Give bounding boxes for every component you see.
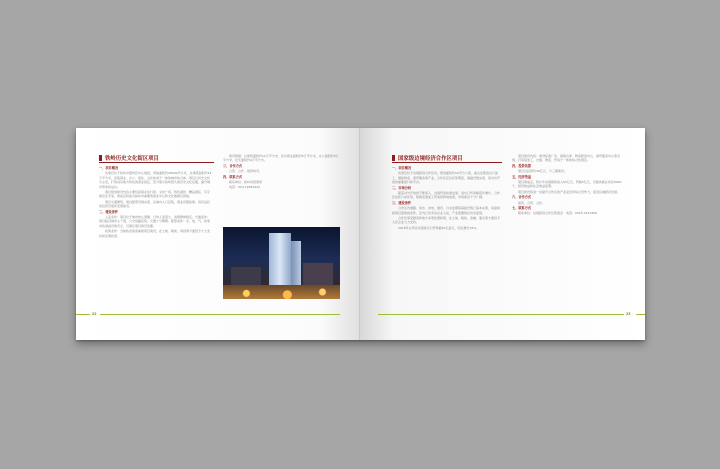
- photo-street-lights: [223, 285, 340, 299]
- section-heading: 四、投资估算: [512, 163, 532, 168]
- paragraph: 联系单位：铁岭市招商局: [223, 180, 263, 185]
- title-underline: [99, 162, 214, 163]
- paragraph: 该项目位于铁岭市银州区中心地段，用地面积约28000平方米，总建筑面积约12万平方米，是集商业、办公、居住、文化休闲于一体的城市综合体。项目以历史文化为主线，打造具有地方特色的商业街区，充分展示铁岭悠久的历史文化底蕴，提升城市形象和品位。: [99, 171, 212, 189]
- left-page-title-row: [99, 154, 159, 162]
- section-heading: 二、市场分析: [392, 185, 412, 190]
- magazine-spread: [76, 128, 645, 340]
- left-column-2: [223, 154, 340, 224]
- section-heading: 七、联系方式: [512, 206, 532, 211]
- paragraph: 项目交通便利，周边配套设施完善，区域内人口密集，商业氛围浓厚，具有良好的投资价值和发展前景。: [99, 199, 211, 209]
- paragraph: 建设规模：总建筑面积约12万平方米，其中商业面积约5万平方米，办公面积约3万平方米，住宅面积约4万平方米。: [223, 154, 339, 163]
- left-column-1: [99, 165, 212, 321]
- left-page-number: 22: [92, 312, 97, 316]
- night-city-photo: [223, 227, 340, 299]
- paragraph: 合作区享受国家和地方多项优惠政策，在土地、税收、金融、通关等方面给予入区企业大力支持。: [392, 216, 501, 225]
- left-page-title: 铁岭历史文化街区项目: [105, 156, 159, 162]
- paragraph: 项目建设将进一步提升合作区的产业层次和综合竞争力，促进区域经济发展。: [512, 189, 621, 194]
- section-heading: 三、建设条件: [392, 200, 412, 205]
- right-column-2: [512, 154, 624, 314]
- photo-tower: [269, 233, 291, 293]
- paragraph: 人流条件：项目位于城市核心商圈，日均人流量大，消费群体稳定。交通条件：项目临近城市主干道，公交线路密集，交通十分便捷。配套条件：水、电、气、热等市政基础设施齐全，可满足项目建设需要。: [99, 215, 211, 228]
- paragraph: 合资、合作、独资均可。: [223, 169, 263, 174]
- section-heading: 四、联系方式: [223, 174, 243, 179]
- paragraph: 2018年合作区实现进出口贸易额20亿美元，同比增长15%。: [392, 225, 480, 230]
- footer-bar: [636, 314, 645, 315]
- section-heading: 三、合作方式: [223, 163, 243, 168]
- right-page-number: 23: [626, 312, 631, 316]
- paragraph: 项目建成后，预计年实现销售收入50亿元，利税5亿元，可提供就业岗位5000个，经济效益和社会效益显著。: [512, 180, 622, 189]
- section-heading: 一、项目概况: [99, 166, 119, 170]
- paragraph: 合作区内道路、供水、供电、通讯、污水处理等基础设施已基本完善，具备承接项目落地的条件。区内已有多家企业入驻，产业集聚效应初步显现。: [392, 206, 501, 215]
- section-heading: 五、经济效益: [512, 174, 532, 179]
- paragraph: 政策条件：当地政府高度重视项目建设，在土地、税收、审批等方面给予大力支持和优惠政策。: [99, 229, 211, 238]
- title-underline: [392, 162, 502, 163]
- paragraph: 联系单位：边境经济合作区管委会 电话：0415-3123456: [512, 211, 598, 216]
- paragraph: 项目规划建设内容主要包括商业步行街、文化广场、特色餐饮、精品酒店、写字楼及住宅等，建成后将成为铁岭市重要的商业中心和文化旅游目的地。: [99, 190, 211, 199]
- right-page: [360, 128, 645, 340]
- paragraph: 独资、合资、合作。: [512, 200, 546, 205]
- paragraph: 随着对外开放的不断深入，边境贸易快速发展，进出口贸易额逐年增长。合作区依托口岸优势，积极发展加工贸易和跨境电商，市场前景十分广阔。: [392, 191, 501, 200]
- title-marker: [99, 155, 102, 161]
- section-heading: 二、建设条件: [99, 209, 119, 214]
- footer-bar: [76, 314, 90, 315]
- right-page-title-row: [392, 154, 463, 162]
- section-heading: 六、合作方式: [512, 195, 532, 200]
- paragraph: 电话：024-72822222: [223, 185, 261, 190]
- footer-bar: [100, 314, 340, 315]
- title-marker: [392, 155, 395, 161]
- paragraph: 项目总投资约30亿元，分三期建设。: [512, 169, 567, 174]
- section-heading: 一、项目概况: [392, 166, 412, 170]
- right-column-1: [392, 165, 502, 321]
- left-page: [76, 128, 360, 340]
- right-page-title: 国家级边境经济合作区项目: [398, 156, 463, 162]
- paragraph: 项目建设内容：建设标准厂房、保税仓库、物流配送中心、商贸服务中心等设施，打造集加工、仓储、物流、贸易于一体的综合性园区。: [512, 154, 621, 163]
- paragraph: 该项目位于边境经济合作区内，规划面积约10平方公里，重点发展进出口加工、国际物流、商贸服务等产业。合作区区位优势明显，基础设施完善，是对外开放的重要窗口和平台。: [392, 171, 501, 185]
- footer-bar: [378, 314, 624, 315]
